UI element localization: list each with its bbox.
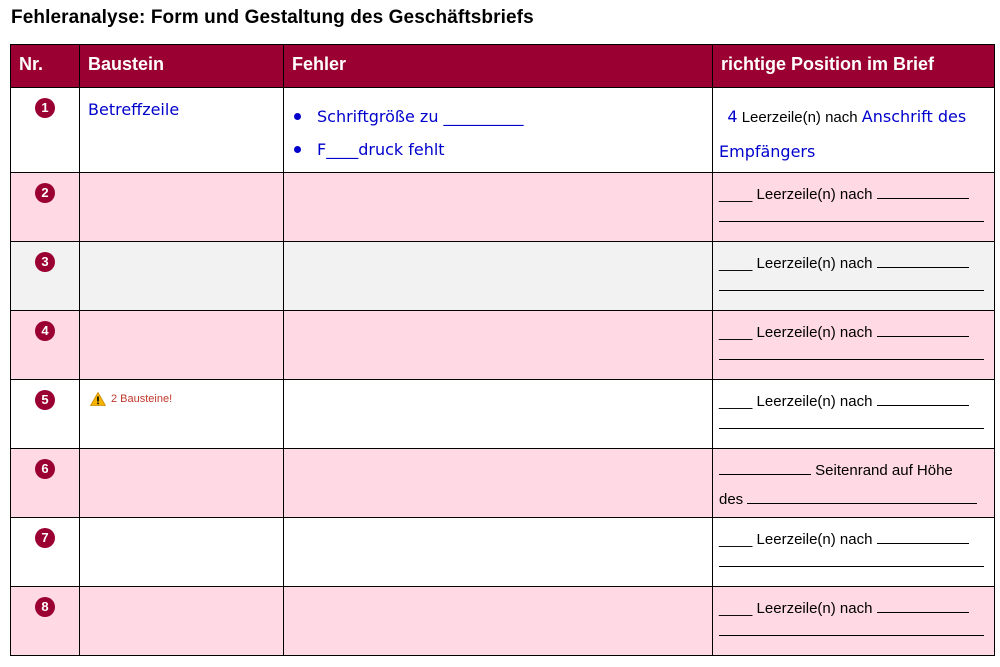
position-after: Anschrift des Empfängers (719, 107, 967, 161)
header-nr: Nr. (11, 45, 80, 88)
position-line (719, 460, 988, 482)
header-fehler: Fehler (284, 45, 713, 88)
blank-prefix: ____ (719, 255, 753, 272)
position-template (713, 173, 994, 222)
blank-prefix: ____ (719, 600, 753, 617)
blank-line[interactable] (719, 460, 811, 475)
blank-line[interactable] (877, 598, 969, 613)
position-cell[interactable] (713, 242, 995, 311)
position-line (719, 253, 988, 275)
row-number-badge: 6 (35, 459, 55, 479)
position-template (713, 587, 994, 636)
nr-cell (11, 587, 80, 656)
fehler-cell[interactable] (284, 380, 713, 449)
blank-line[interactable] (877, 184, 969, 199)
baustein-cell[interactable] (80, 242, 284, 311)
baustein-cell[interactable] (80, 88, 284, 173)
position-text: Leerzeile(n) nach (756, 531, 873, 548)
position-template (713, 518, 994, 567)
header-baustein: Baustein (80, 45, 284, 88)
blank-line[interactable] (719, 620, 984, 636)
baustein-cell[interactable] (80, 311, 284, 380)
fehler-text: F____druck fehlt (317, 140, 445, 159)
baustein-cell[interactable] (80, 380, 284, 449)
nr-cell (11, 518, 80, 587)
table-row (11, 88, 995, 173)
baustein-answer: Betreffzeile (88, 100, 180, 119)
header-position: richtige Position im Brief (713, 45, 995, 88)
position-text: Leerzeile(n) nach (756, 324, 873, 341)
position-cell[interactable] (713, 88, 995, 173)
blank-line[interactable] (719, 551, 984, 567)
blank-prefix: ____ (719, 324, 753, 341)
error-analysis-table (10, 44, 995, 656)
nr-cell (11, 88, 80, 173)
row-number-badge: 7 (35, 528, 55, 548)
bullet-icon (294, 113, 301, 120)
fehler-text: Schriftgröße zu __________ (317, 107, 524, 126)
nr-cell (11, 173, 80, 242)
position-cell[interactable] (713, 173, 995, 242)
fehler-cell[interactable] (284, 449, 713, 518)
position-cell[interactable] (713, 380, 995, 449)
row-number-badge: 1 (35, 98, 55, 118)
row-number-badge: 5 (35, 390, 55, 410)
position-text: Leerzeile(n) nach (756, 393, 873, 410)
position-template (713, 449, 994, 511)
position-line (719, 391, 988, 413)
position-line (719, 184, 988, 206)
nr-cell (11, 380, 80, 449)
row-number-badge: 3 (35, 252, 55, 272)
blank-line[interactable] (747, 489, 977, 504)
warning-triangle-icon (90, 392, 106, 406)
table-header-row (11, 45, 995, 88)
position-text: Leerzeile(n) nach (756, 255, 873, 272)
table-row (11, 518, 995, 587)
blank-prefix: ____ (719, 393, 753, 410)
blank-prefix: ____ (719, 186, 753, 203)
table-row (11, 380, 995, 449)
position-answer (713, 88, 994, 170)
list-item (292, 133, 704, 166)
blank-line[interactable] (877, 391, 969, 406)
table-row (11, 311, 995, 380)
position-text: Leerzeile(n) nach (756, 600, 873, 617)
position-text: Seitenrand auf Höhe (815, 462, 953, 479)
fehler-cell[interactable] (284, 311, 713, 380)
blank-line[interactable] (877, 322, 969, 337)
row-number-badge: 8 (35, 597, 55, 617)
baustein-cell[interactable] (80, 518, 284, 587)
position-cell[interactable] (713, 518, 995, 587)
position-template (713, 242, 994, 291)
blank-line[interactable] (719, 206, 984, 222)
blank-line[interactable] (719, 344, 984, 360)
position-cell[interactable] (713, 311, 995, 380)
fehler-cell[interactable] (284, 242, 713, 311)
fehler-cell[interactable] (284, 518, 713, 587)
blank-line[interactable] (877, 253, 969, 268)
position-template (713, 311, 994, 360)
position-count: 4 (727, 107, 738, 126)
table-row (11, 242, 995, 311)
position-cell[interactable] (713, 449, 995, 518)
baustein-cell[interactable] (80, 173, 284, 242)
baustein-hint-text: 2 Bausteine! (111, 393, 173, 405)
position-template (713, 380, 994, 429)
blank-line[interactable] (719, 275, 984, 291)
nr-cell (11, 242, 80, 311)
baustein-cell[interactable] (80, 449, 284, 518)
baustein-cell[interactable] (80, 587, 284, 656)
position-line (719, 322, 988, 344)
position-line (719, 598, 988, 620)
table-row (11, 449, 995, 518)
fehler-cell[interactable] (284, 88, 713, 173)
page-title: Fehleranalyse: Form und Gestaltung des Geschäftsbriefs (11, 7, 534, 28)
list-item (292, 100, 704, 133)
position-text: des (719, 491, 744, 508)
blank-prefix: ____ (719, 531, 753, 548)
position-line (719, 489, 988, 511)
blank-line[interactable] (719, 413, 984, 429)
position-line (719, 529, 988, 551)
fehler-cell[interactable] (284, 587, 713, 656)
fehler-cell[interactable] (284, 173, 713, 242)
nr-cell (11, 449, 80, 518)
bullet-icon (294, 146, 301, 153)
baustein-hint (80, 380, 283, 406)
row-number-badge: 2 (35, 183, 55, 203)
position-cell[interactable] (713, 587, 995, 656)
position-text: Leerzeile(n) nach (756, 186, 873, 203)
fehler-list (284, 88, 712, 166)
row-number-badge: 4 (35, 321, 55, 341)
table-row (11, 173, 995, 242)
table-row (11, 587, 995, 656)
nr-cell (11, 311, 80, 380)
blank-line[interactable] (877, 529, 969, 544)
position-text: Leerzeile(n) nach (741, 109, 858, 126)
